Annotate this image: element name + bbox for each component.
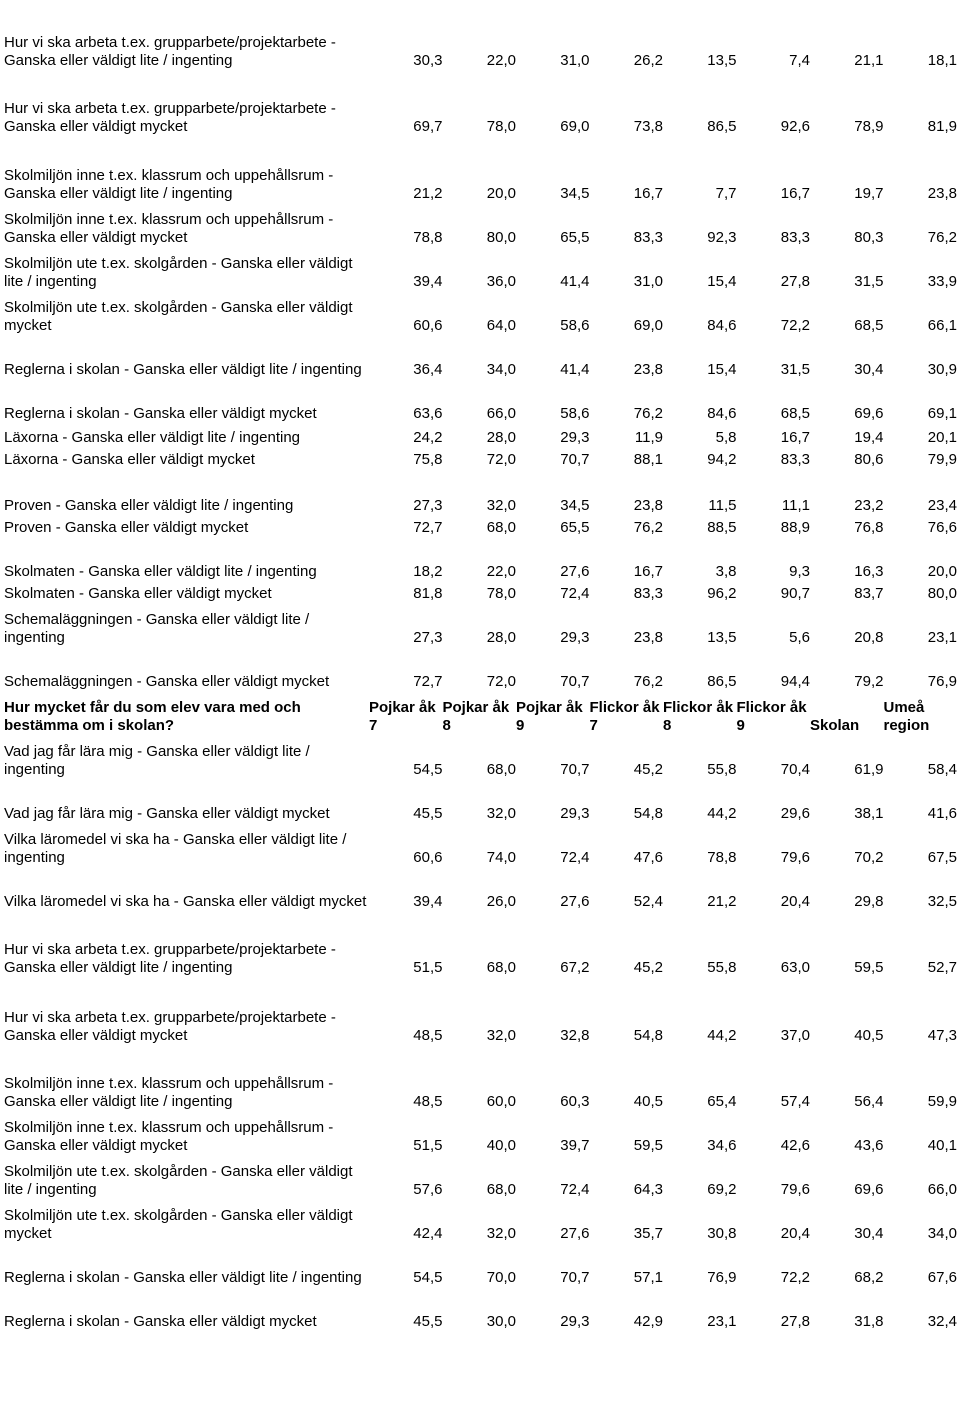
value-cell: 81,8 — [413, 585, 443, 602]
value-cell: 61,9 — [854, 761, 884, 778]
value-cell: 42,9 — [633, 1313, 663, 1330]
value-cell: 30,4 — [854, 1225, 884, 1242]
value-cell: 88,9 — [780, 519, 810, 536]
value-cell: 27,6 — [560, 563, 590, 580]
value-cell: 16,3 — [854, 563, 884, 580]
header-question: Hur mycket får du som elev vara med och bestämma om i skolan? — [4, 699, 301, 734]
value-cell: 51,5 — [413, 959, 443, 976]
value-cell: 83,3 — [633, 585, 663, 602]
value-cell: 96,2 — [707, 585, 737, 602]
value-cell: 57,1 — [633, 1269, 663, 1286]
value-cell: 47,6 — [633, 849, 663, 866]
survey-table — [4, 4, 957, 1331]
row-label: Proven - Ganska eller väldigt mycket — [4, 519, 249, 536]
value-cell: 69,7 — [413, 118, 443, 135]
row-label: Reglerna i skolan - Ganska eller väldigt mycket — [4, 405, 317, 422]
table-row — [4, 581, 957, 603]
value-cell: 58,6 — [560, 405, 590, 422]
value-cell: 23,1 — [707, 1313, 737, 1330]
column-header: Flickor åk 7 — [589, 699, 660, 734]
table-row — [4, 423, 957, 447]
row-label: Vad jag får lära mig - Ganska eller väldigt mycket — [4, 805, 330, 822]
value-cell: 20,8 — [854, 629, 884, 646]
value-cell: 63,0 — [780, 959, 810, 976]
row-label: Skolmaten - Ganska eller väldigt lite / ingenting — [4, 563, 317, 580]
value-cell: 26,0 — [486, 893, 516, 910]
value-cell: 33,9 — [927, 273, 957, 290]
value-cell: 72,7 — [413, 519, 443, 536]
value-cell: 68,0 — [486, 1181, 516, 1198]
value-cell: 68,0 — [486, 519, 516, 536]
value-cell: 34,0 — [927, 1225, 957, 1242]
value-cell: 72,2 — [780, 1269, 810, 1286]
value-cell: 20,0 — [486, 185, 516, 202]
value-cell: 30,9 — [927, 361, 957, 378]
value-cell: 80,6 — [854, 451, 884, 468]
value-cell: 68,5 — [854, 317, 884, 334]
value-cell: 69,6 — [854, 1181, 884, 1198]
table-row — [4, 1287, 957, 1331]
value-cell: 68,5 — [780, 405, 810, 422]
column-header: Skolan — [810, 717, 860, 734]
value-cell: 32,4 — [927, 1313, 957, 1330]
value-cell: 55,8 — [707, 959, 737, 976]
table-row — [4, 447, 957, 469]
value-cell: 29,3 — [560, 429, 590, 446]
value-cell: 60,0 — [486, 1093, 516, 1110]
value-cell: 54,8 — [633, 1027, 663, 1044]
value-cell: 64,0 — [486, 317, 516, 334]
table-row — [4, 515, 957, 537]
value-cell: 23,8 — [927, 185, 957, 202]
value-cell: 52,4 — [633, 893, 663, 910]
value-cell: 67,2 — [560, 959, 590, 976]
value-cell: 78,8 — [413, 229, 443, 246]
value-cell: 27,6 — [560, 893, 590, 910]
value-cell: 19,4 — [854, 429, 884, 446]
value-cell: 42,4 — [413, 1225, 443, 1242]
table-header-row — [4, 691, 957, 735]
value-cell: 30,3 — [413, 52, 443, 69]
value-cell: 23,8 — [633, 497, 663, 514]
row-label: Läxorna - Ganska eller väldigt mycket — [4, 451, 255, 468]
value-cell: 70,0 — [486, 1269, 516, 1286]
value-cell: 11,5 — [708, 497, 737, 514]
value-cell: 19,7 — [854, 185, 884, 202]
value-cell: 88,5 — [707, 519, 737, 536]
value-cell: 32,0 — [486, 1027, 516, 1044]
value-cell: 78,8 — [707, 849, 737, 866]
value-cell: 84,6 — [707, 317, 737, 334]
value-cell: 30,4 — [854, 361, 884, 378]
column-header: Umeå region — [883, 699, 930, 734]
table-row — [4, 977, 957, 1045]
value-cell: 30,0 — [486, 1313, 516, 1330]
value-cell: 70,4 — [780, 761, 810, 778]
value-cell: 23,8 — [633, 629, 663, 646]
value-cell: 72,4 — [560, 585, 590, 602]
table-row — [4, 1199, 957, 1243]
value-cell: 79,6 — [780, 1181, 810, 1198]
value-cell: 72,7 — [413, 673, 443, 690]
value-cell: 80,3 — [854, 229, 884, 246]
value-cell: 16,7 — [780, 185, 810, 202]
table-row — [4, 647, 957, 691]
value-cell: 34,5 — [560, 497, 590, 514]
value-cell: 13,5 — [707, 52, 737, 69]
value-cell: 58,4 — [927, 761, 957, 778]
value-cell: 76,2 — [927, 229, 957, 246]
value-cell: 67,5 — [927, 849, 957, 866]
row-label: Skolmiljön ute t.ex. skolgården - Ganska eller väldigt lite / ingenting — [4, 255, 353, 290]
value-cell: 11,9 — [634, 429, 663, 446]
value-cell: 70,7 — [560, 1269, 590, 1286]
value-cell: 13,5 — [707, 629, 737, 646]
row-label: Hur vi ska arbeta t.ex. grupparbete/projektarbete - Ganska eller väldigt mycket — [4, 100, 336, 135]
value-cell: 31,5 — [854, 273, 884, 290]
value-cell: 35,7 — [633, 1225, 663, 1242]
value-cell: 54,8 — [633, 805, 663, 822]
value-cell: 15,4 — [707, 273, 737, 290]
value-cell: 47,3 — [927, 1027, 957, 1044]
value-cell: 29,3 — [560, 805, 590, 822]
table-row — [4, 1155, 957, 1199]
value-cell: 48,5 — [413, 1093, 443, 1110]
column-header: Flickor åk 8 — [663, 699, 734, 734]
value-cell: 52,7 — [927, 959, 957, 976]
value-cell: 16,7 — [780, 429, 810, 446]
value-cell: 20,4 — [780, 893, 810, 910]
value-cell: 21,2 — [413, 185, 443, 202]
value-cell: 76,2 — [633, 519, 663, 536]
value-cell: 28,0 — [486, 429, 516, 446]
value-cell: 15,4 — [707, 361, 737, 378]
value-cell: 78,9 — [854, 118, 884, 135]
row-label: Vilka läromedel vi ska ha - Ganska eller väldigt mycket — [4, 893, 367, 910]
value-cell: 48,5 — [413, 1027, 443, 1044]
value-cell: 28,0 — [486, 629, 516, 646]
value-cell: 94,4 — [780, 673, 810, 690]
value-cell: 34,6 — [707, 1137, 737, 1154]
value-cell: 22,0 — [486, 563, 516, 580]
table-row — [4, 735, 957, 779]
value-cell: 45,2 — [633, 761, 663, 778]
value-cell: 18,1 — [927, 52, 957, 69]
row-label: Vilka läromedel vi ska ha - Ganska eller väldigt lite / ingenting — [4, 831, 347, 866]
value-cell: 7,4 — [789, 52, 810, 69]
value-cell: 41,6 — [927, 805, 957, 822]
column-header: Pojkar åk 9 — [516, 699, 583, 734]
column-header: Flickor åk 9 — [736, 699, 807, 734]
value-cell: 45,5 — [413, 805, 443, 822]
value-cell: 70,7 — [560, 451, 590, 468]
row-label: Schemaläggningen - Ganska eller väldigt mycket — [4, 673, 330, 690]
value-cell: 5,6 — [789, 629, 810, 646]
value-cell: 18,2 — [413, 563, 443, 580]
value-cell: 70,7 — [560, 761, 590, 778]
value-cell: 68,0 — [486, 959, 516, 976]
value-cell: 79,9 — [927, 451, 957, 468]
table-row — [4, 136, 957, 203]
value-cell: 32,0 — [486, 497, 516, 514]
table-row — [4, 247, 957, 291]
row-label: Reglerna i skolan - Ganska eller väldigt mycket — [4, 1313, 317, 1330]
row-label: Skolmiljön ute t.ex. skolgården - Ganska eller väldigt mycket — [4, 1207, 353, 1242]
value-cell: 21,2 — [707, 893, 737, 910]
value-cell: 40,0 — [486, 1137, 516, 1154]
row-label: Skolmiljön inne t.ex. klassrum och uppehållsrum - Ganska eller väldigt lite / ingenting — [4, 1075, 334, 1110]
value-cell: 81,9 — [927, 118, 957, 135]
table-row — [4, 1045, 957, 1111]
value-cell: 78,0 — [486, 118, 516, 135]
value-cell: 86,5 — [707, 118, 737, 135]
value-cell: 45,2 — [633, 959, 663, 976]
value-cell: 88,1 — [633, 451, 663, 468]
value-cell: 65,5 — [560, 519, 590, 536]
value-cell: 76,6 — [927, 519, 957, 536]
table-row — [4, 911, 957, 977]
value-cell: 72,0 — [486, 451, 516, 468]
value-cell: 32,5 — [927, 893, 957, 910]
value-cell: 72,0 — [486, 673, 516, 690]
value-cell: 65,4 — [707, 1093, 737, 1110]
value-cell: 70,7 — [560, 673, 590, 690]
value-cell: 94,2 — [707, 451, 737, 468]
value-cell: 83,7 — [854, 585, 884, 602]
value-cell: 45,5 — [413, 1313, 443, 1330]
value-cell: 20,1 — [927, 429, 957, 446]
value-cell: 69,6 — [854, 405, 884, 422]
value-cell: 20,4 — [780, 1225, 810, 1242]
value-cell: 36,4 — [413, 361, 443, 378]
value-cell: 57,4 — [780, 1093, 810, 1110]
value-cell: 34,5 — [560, 185, 590, 202]
value-cell: 37,0 — [780, 1027, 810, 1044]
value-cell: 69,1 — [927, 405, 957, 422]
value-cell: 69,2 — [707, 1181, 737, 1198]
value-cell: 32,8 — [560, 1027, 590, 1044]
value-cell: 76,2 — [633, 405, 663, 422]
value-cell: 59,5 — [854, 959, 884, 976]
value-cell: 39,4 — [413, 273, 443, 290]
value-cell: 23,8 — [633, 361, 663, 378]
value-cell: 29,3 — [560, 1313, 590, 1330]
value-cell: 7,7 — [715, 185, 737, 202]
value-cell: 27,6 — [560, 1225, 590, 1242]
value-cell: 90,7 — [780, 585, 810, 602]
value-cell: 23,1 — [927, 629, 957, 646]
row-label: Skolmiljön inne t.ex. klassrum och uppehållsrum - Ganska eller väldigt mycket — [4, 1119, 334, 1154]
value-cell: 29,3 — [560, 629, 590, 646]
value-cell: 63,6 — [413, 405, 443, 422]
value-cell: 75,8 — [413, 451, 443, 468]
value-cell: 76,9 — [707, 1269, 737, 1286]
row-label: Reglerna i skolan - Ganska eller väldigt lite / ingenting — [4, 361, 362, 378]
value-cell: 40,1 — [927, 1137, 957, 1154]
value-cell: 30,8 — [707, 1225, 737, 1242]
row-label: Hur vi ska arbeta t.ex. grupparbete/projektarbete - Ganska eller väldigt lite / ingenting — [4, 34, 336, 69]
column-header: Pojkar åk 8 — [442, 699, 510, 734]
value-cell: 69,0 — [633, 317, 663, 334]
value-cell: 66,0 — [486, 405, 516, 422]
value-cell: 38,1 — [854, 805, 884, 822]
value-cell: 92,6 — [780, 118, 810, 135]
value-cell: 11,1 — [781, 497, 810, 514]
table-row — [4, 823, 957, 867]
row-label: Schemaläggningen - Ganska eller väldigt lite / ingenting — [4, 611, 310, 646]
value-cell: 16,7 — [633, 185, 663, 202]
value-cell: 60,6 — [413, 849, 443, 866]
row-label: Skolmaten - Ganska eller väldigt mycket — [4, 585, 272, 602]
table-row — [4, 4, 957, 70]
value-cell: 59,5 — [633, 1137, 663, 1154]
value-cell: 41,4 — [560, 361, 590, 378]
value-cell: 31,0 — [633, 273, 663, 290]
value-cell: 60,6 — [413, 317, 443, 334]
value-cell: 59,9 — [927, 1093, 957, 1110]
value-cell: 29,8 — [854, 893, 884, 910]
value-cell: 20,0 — [927, 563, 957, 580]
value-cell: 66,0 — [927, 1181, 957, 1198]
table-row — [4, 1111, 957, 1155]
table-row — [4, 867, 957, 911]
value-cell: 79,2 — [854, 673, 884, 690]
value-cell: 83,3 — [780, 229, 810, 246]
value-cell: 16,7 — [633, 563, 663, 580]
value-cell: 31,0 — [560, 52, 590, 69]
value-cell: 84,6 — [707, 405, 737, 422]
value-cell: 27,8 — [780, 273, 810, 290]
value-cell: 72,4 — [560, 1181, 590, 1198]
value-cell: 68,0 — [486, 761, 516, 778]
value-cell: 72,4 — [560, 849, 590, 866]
value-cell: 44,2 — [707, 805, 737, 822]
value-cell: 23,4 — [927, 497, 957, 514]
value-cell: 23,2 — [854, 497, 884, 514]
value-cell: 80,0 — [486, 229, 516, 246]
value-cell: 39,4 — [413, 893, 443, 910]
value-cell: 73,8 — [633, 118, 663, 135]
value-cell: 27,8 — [780, 1313, 810, 1330]
table-row — [4, 1243, 957, 1287]
value-cell: 55,8 — [707, 761, 737, 778]
value-cell: 24,2 — [413, 429, 443, 446]
value-cell: 56,4 — [854, 1093, 884, 1110]
table-row — [4, 779, 957, 823]
table-row — [4, 537, 957, 581]
row-label: Hur vi ska arbeta t.ex. grupparbete/projektarbete - Ganska eller väldigt lite / ingenting — [4, 941, 336, 976]
value-cell: 29,6 — [780, 805, 810, 822]
row-label: Läxorna - Ganska eller väldigt lite / ingenting — [4, 429, 301, 446]
value-cell: 76,2 — [633, 673, 663, 690]
table-row — [4, 203, 957, 247]
table-row — [4, 291, 957, 335]
value-cell: 83,3 — [780, 451, 810, 468]
table-row — [4, 335, 957, 379]
row-label: Skolmiljön ute t.ex. skolgården - Ganska eller väldigt lite / ingenting — [4, 1163, 353, 1198]
value-cell: 58,6 — [560, 317, 590, 334]
row-label: Hur vi ska arbeta t.ex. grupparbete/projektarbete - Ganska eller väldigt mycket — [4, 1009, 336, 1044]
value-cell: 42,6 — [780, 1137, 810, 1154]
value-cell: 27,3 — [413, 629, 443, 646]
value-cell: 86,5 — [707, 673, 737, 690]
value-cell: 39,7 — [560, 1137, 590, 1154]
value-cell: 40,5 — [633, 1093, 663, 1110]
value-cell: 31,5 — [780, 361, 810, 378]
value-cell: 44,2 — [707, 1027, 737, 1044]
column-header: Pojkar åk 7 — [369, 699, 436, 734]
value-cell: 51,5 — [413, 1137, 443, 1154]
value-cell: 76,9 — [927, 673, 957, 690]
value-cell: 26,2 — [633, 52, 663, 69]
value-cell: 66,1 — [927, 317, 957, 334]
value-cell: 22,0 — [486, 52, 516, 69]
row-label: Skolmiljön inne t.ex. klassrum och uppehållsrum - Ganska eller väldigt lite / ingenting — [4, 167, 334, 202]
value-cell: 54,5 — [413, 761, 443, 778]
value-cell: 54,5 — [413, 1269, 443, 1286]
value-cell: 69,0 — [560, 118, 590, 135]
value-cell: 68,2 — [854, 1269, 884, 1286]
value-cell: 32,0 — [486, 1225, 516, 1242]
value-cell: 65,5 — [560, 229, 590, 246]
table-row — [4, 379, 957, 423]
value-cell: 41,4 — [560, 273, 590, 290]
value-cell: 72,2 — [780, 317, 810, 334]
value-cell: 34,0 — [486, 361, 516, 378]
value-cell: 67,6 — [927, 1269, 957, 1286]
value-cell: 64,3 — [633, 1181, 663, 1198]
value-cell: 79,6 — [780, 849, 810, 866]
value-cell: 60,3 — [560, 1093, 590, 1110]
value-cell: 74,0 — [486, 849, 516, 866]
row-label: Reglerna i skolan - Ganska eller väldigt lite / ingenting — [4, 1269, 362, 1286]
value-cell: 78,0 — [486, 585, 516, 602]
table-row — [4, 603, 957, 647]
value-cell: 83,3 — [633, 229, 663, 246]
value-cell: 57,6 — [413, 1181, 443, 1198]
value-cell: 80,0 — [927, 585, 957, 602]
row-label: Skolmiljön ute t.ex. skolgården - Ganska eller väldigt mycket — [4, 299, 353, 334]
value-cell: 3,8 — [715, 563, 737, 580]
value-cell: 32,0 — [486, 805, 516, 822]
row-label: Skolmiljön inne t.ex. klassrum och uppehållsrum - Ganska eller väldigt mycket — [4, 211, 334, 246]
value-cell: 9,3 — [789, 563, 810, 580]
value-cell: 5,8 — [715, 429, 737, 446]
value-cell: 27,3 — [413, 497, 443, 514]
table-row — [4, 70, 957, 136]
row-label: Proven - Ganska eller väldigt lite / ingenting — [4, 497, 294, 514]
value-cell: 21,1 — [854, 52, 884, 69]
value-cell: 43,6 — [854, 1137, 884, 1154]
value-cell: 92,3 — [707, 229, 737, 246]
row-label: Vad jag får lära mig - Ganska eller väldigt lite / ingenting — [4, 743, 310, 778]
value-cell: 76,8 — [854, 519, 884, 536]
table-row — [4, 469, 957, 515]
survey-table-body — [4, 4, 957, 1331]
value-cell: 40,5 — [854, 1027, 884, 1044]
value-cell: 36,0 — [486, 273, 516, 290]
value-cell: 70,2 — [854, 849, 884, 866]
value-cell: 31,8 — [854, 1313, 884, 1330]
